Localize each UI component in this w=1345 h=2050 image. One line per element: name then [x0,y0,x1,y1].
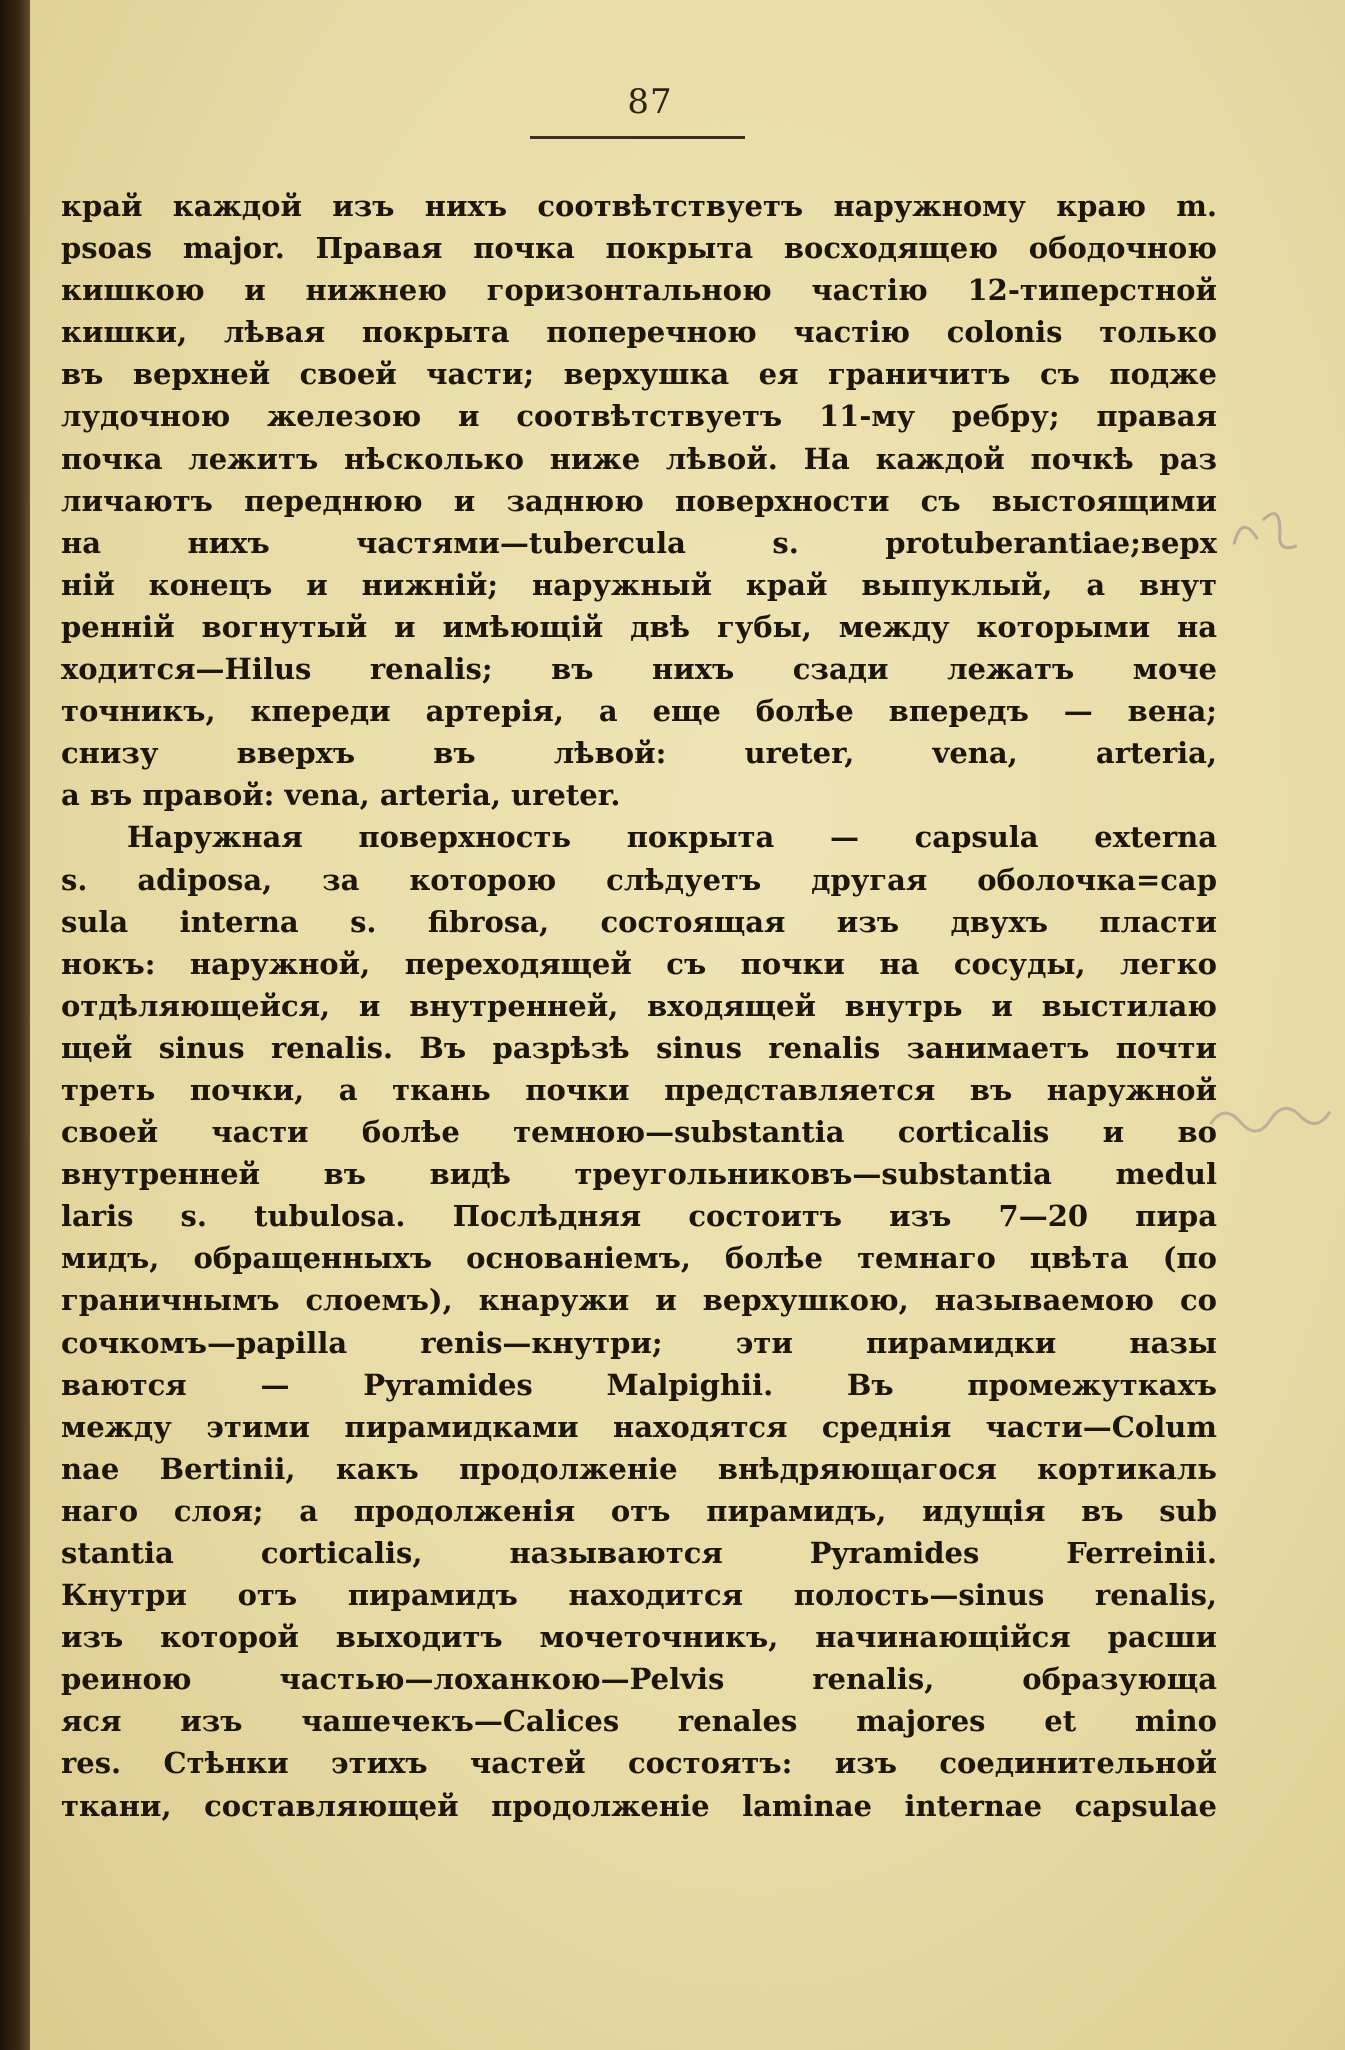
text-line: отдѣляющейся, и внутренней, входящей внутрь и выстилаю [61,988,1217,1023]
book-gutter-shadow [0,0,32,2050]
page-number: 87 [627,82,673,122]
text-line: между этими пирамидками находятся среднія части—Colum [61,1409,1217,1444]
text-line: ваются — Pyramides Malpighii. Въ промежуткахъ [61,1367,1217,1402]
text-line: кишки, лѣвая покрыта поперечною частію colonis только [61,315,1217,350]
text-line: мидъ, обращенныхъ основаніемъ, болѣе темнаго цвѣта (по [61,1241,1217,1276]
text-line: реиною частью—лоханкою—Pelvis renalis, образующа [61,1662,1217,1697]
text-line: точникъ, кпереди артерія, а еще болѣе впередъ — вена; [61,694,1217,729]
text-line: граничнымъ слоемъ), кнаружи и верхушкою, называемою со [61,1283,1217,1318]
text-line: sula interna s. fibrosa, состоящая изъ двухъ пласти [61,904,1217,939]
text-line: ній конецъ и нижній; наружный край выпуклый, а внут [61,567,1217,602]
text-line: край каждой изъ нихъ соотвѣтствуетъ наружному краю m. [61,189,1217,223]
text-line: изъ которой выходитъ мочеточникъ, начинающійся расши [61,1620,1217,1655]
text-line: res. Стѣнки этихъ частей состоятъ: изъ соединительной [61,1746,1217,1781]
text-line: stantia corticalis, называются Pyramides Ferreinii. [61,1536,1217,1570]
text-line: наго слоя; а продолженія отъ пирамидъ, идущія въ sub [61,1493,1217,1528]
text-line: своей части болѣе темною—substantia corticalis и во [61,1115,1217,1150]
text-line: а въ правой: vena, arteria, ureter. [61,778,621,813]
text-line: лудочною железою и соотвѣтствуетъ 11-му ребру; правая [61,399,1217,434]
text-line: ходится—Hilus renalis; въ нихъ сзади лежатъ моче [61,652,1217,687]
text-line: въ верхней своей части; верхушка ея граничитъ съ подже [61,357,1217,392]
paragraph-start-line: Наружная поверхность покрыта — capsula externa [127,820,1217,855]
text-line: nae Bertinii, какъ продолженіе внѣдряющагося кортикаль [61,1451,1217,1486]
text-line: ткани, составляющей продолженіе laminae internae capsulae [61,1788,1217,1823]
text-line: треть почки, а ткань почки представляется въ наружной [61,1072,1217,1107]
text-line: laris s. tubulosa. Послѣдняя состоитъ изъ 7—20 пира [61,1199,1217,1234]
text-line: сочкомъ—papilla renis—кнутри; эти пирамидки назы [61,1325,1217,1360]
text-line: почка лежитъ нѣсколько ниже лѣвой. На каждой почкѣ раз [61,441,1217,476]
header-rule [530,136,745,139]
text-line: s. adiposa, за которою слѣдуетъ другая оболочка=cap [61,862,1217,897]
text-line: яся изъ чашечекъ—Calices renales majores et mino [61,1704,1217,1739]
pencil-mark-icon [1221,495,1310,575]
text-line: psoas major. Правая почка покрыта восходящею ободочною [61,231,1217,266]
text-line: нокъ: наружной, переходящей съ почки на сосуды, легко [61,946,1217,981]
text-line: снизу вверхъ въ лѣвой: ureter, vena, arteria, [61,736,1217,771]
text-line: Кнутри отъ пирамидъ находится полость—sinus renalis, [61,1578,1217,1613]
text-line: ренній вогнутый и имѣющій двѣ губы, между которыми на [61,609,1217,644]
text-line: внутренней въ видѣ треугольниковъ—substantia medul [61,1157,1217,1192]
pencil-mark-icon [1203,1086,1336,1145]
body-text [61,185,1217,1827]
text-line: кишкою и нижнею горизонтальною частію 12-типерстной [61,273,1217,308]
text-line: личаютъ переднюю и заднюю поверхности съ выстоящими [61,483,1217,518]
text-line: щей sinus renalis. Въ разрѣзѣ sinus renalis занимаетъ почти [61,1030,1217,1065]
book-page [30,0,1345,2050]
text-line: на нихъ частями—tubercula s. protuberantiae;верх [61,525,1217,560]
